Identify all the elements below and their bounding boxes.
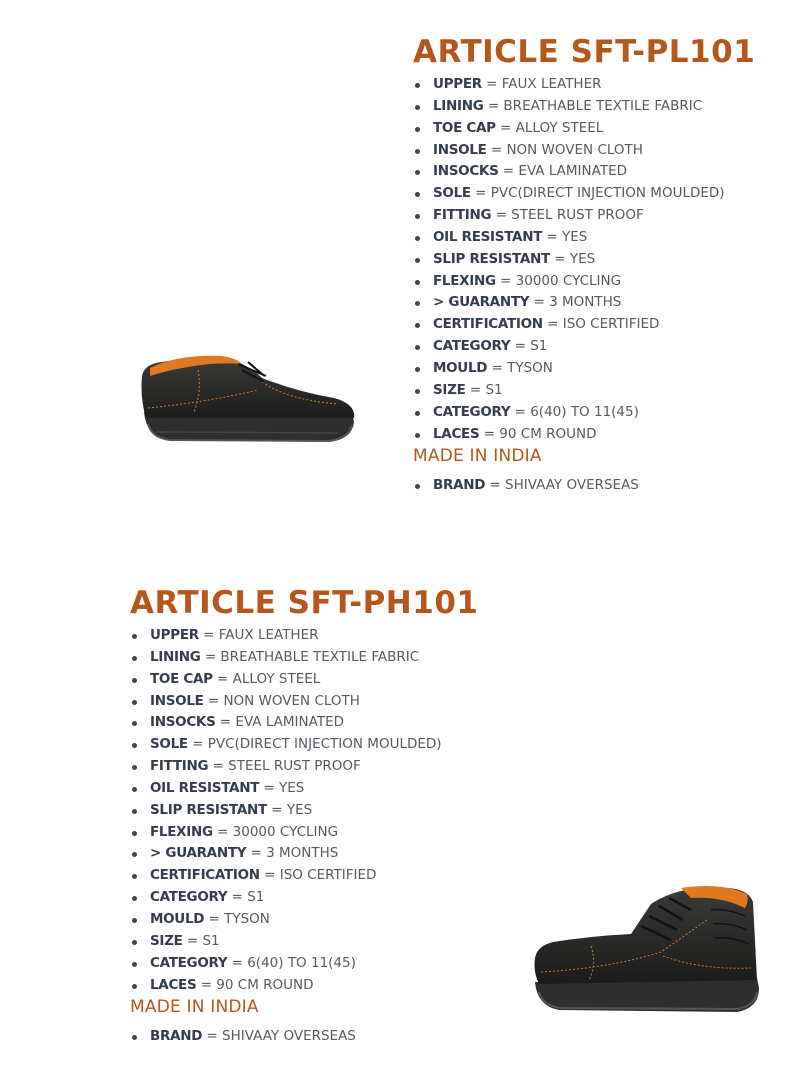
spec-value: = YES [266, 801, 313, 818]
spec-key: SLIP RESISTANT [150, 801, 267, 818]
spec-item [130, 691, 478, 713]
made-in-label: MADE IN INDIA [413, 446, 542, 467]
spec-item [130, 625, 478, 647]
spec-value: = ISO CERTIFIED [542, 316, 660, 333]
spec-value: = FAUX LEATHER [481, 76, 602, 92]
spec-key: SLIP RESISTANT [433, 250, 550, 267]
spec-item-brand [413, 475, 755, 497]
spec-value: = YES [542, 228, 588, 245]
spec-key: CATEGORY [150, 954, 228, 971]
spec-value: = 90 CM ROUND [479, 425, 597, 442]
spec-value: = S1 [227, 889, 265, 906]
spec-value: = TYSON [204, 910, 270, 927]
spec-value: = PVC(DIRECT INJECTION MOULDED) [470, 185, 725, 202]
spec-value: = YES [549, 250, 596, 267]
spec-item [130, 800, 478, 822]
article-section-pl101 [413, 34, 755, 497]
spec-item [413, 314, 755, 336]
spec-item [130, 909, 478, 931]
spec-value: = YES [259, 779, 305, 796]
spec-key: FLEXING [150, 823, 213, 840]
spec-value: = ISO CERTIFIED [259, 867, 377, 884]
spec-value: = NON WOVEN CLOTH [203, 692, 360, 709]
spec-item [413, 249, 755, 271]
spec-item [130, 865, 478, 887]
spec-key: UPPER [150, 627, 199, 643]
spec-item [413, 424, 755, 446]
brand-list [413, 475, 755, 497]
spec-key: INSOCKS [150, 714, 216, 731]
spec-item [413, 205, 755, 227]
spec-value: = SHIVAAY OVERSEAS [202, 1028, 356, 1045]
spec-key: CATEGORY [433, 403, 511, 420]
high-ankle-safety-boot-image [531, 880, 763, 1016]
spec-item [130, 669, 478, 691]
spec-item [413, 227, 755, 249]
spec-key: OIL RESISTANT [150, 779, 260, 796]
spec-value: = ALLOY STEEL [495, 119, 604, 136]
spec-key: BRAND [433, 477, 486, 494]
spec-value: = FAUX LEATHER [198, 627, 319, 643]
spec-item [130, 931, 478, 953]
spec-key: LINING [150, 648, 201, 665]
spec-item [413, 74, 755, 96]
spec-key: MOULD [433, 359, 488, 376]
spec-key: LACES [433, 425, 480, 442]
spec-key: SIZE [433, 381, 466, 398]
spec-key: CERTIFICATION [150, 867, 260, 884]
spec-key: FLEXING [433, 272, 496, 289]
spec-key: CATEGORY [150, 889, 228, 906]
spec-value: = S1 [182, 932, 220, 949]
article-title: ARTICLE SFT-PL101 [413, 34, 756, 70]
spec-value: = BREATHABLE TEXTILE FABRIC [200, 648, 420, 665]
spec-key: INSOLE [150, 692, 204, 709]
spec-item [413, 402, 755, 424]
spec-key: OIL RESISTANT [433, 228, 543, 245]
spec-value: = 30000 CYCLING [495, 272, 622, 289]
spec-item [413, 161, 755, 183]
spec-item [130, 712, 478, 734]
spec-key: CERTIFICATION [433, 316, 543, 333]
spec-item [130, 975, 478, 997]
spec-key: FITTING [150, 758, 209, 775]
spec-key: > GUARANTY [433, 294, 530, 311]
spec-value: = 6(40) TO 11(45) [227, 954, 356, 971]
spec-key: INSOCKS [433, 163, 499, 180]
spec-value: = TYSON [487, 359, 553, 376]
spec-item-brand [130, 1026, 478, 1048]
spec-value: = ALLOY STEEL [212, 670, 321, 687]
spec-key: TOE CAP [433, 119, 496, 136]
spec-value: = 3 MONTHS [246, 845, 339, 862]
article-title: ARTICLE SFT-PH101 [130, 585, 479, 621]
spec-key: CATEGORY [433, 338, 511, 355]
spec-key: SOLE [150, 736, 188, 753]
spec-list [413, 74, 755, 445]
spec-value: = EVA LAMINATED [215, 714, 344, 731]
spec-key: SOLE [433, 185, 471, 202]
spec-key: > GUARANTY [150, 845, 247, 862]
spec-key: LACES [150, 976, 197, 993]
spec-key: FITTING [433, 207, 492, 224]
spec-item [130, 822, 478, 844]
spec-value: = S1 [465, 381, 503, 398]
spec-item [130, 734, 478, 756]
spec-item [130, 953, 478, 975]
spec-value: = SHIVAAY OVERSEAS [485, 477, 639, 494]
spec-value: = 90 CM ROUND [196, 976, 314, 993]
low-cut-safety-shoe-image [138, 346, 360, 450]
spec-item [413, 292, 755, 314]
spec-key: LINING [433, 97, 484, 114]
spec-key: TOE CAP [150, 670, 213, 687]
spec-item [130, 778, 478, 800]
spec-item [413, 183, 755, 205]
spec-value: = NON WOVEN CLOTH [486, 141, 643, 158]
article-section-ph101 [130, 585, 478, 1048]
spec-value: = 6(40) TO 11(45) [510, 403, 639, 420]
spec-value: = 3 MONTHS [529, 294, 622, 311]
spec-key: BRAND [150, 1028, 203, 1045]
spec-list [130, 625, 478, 996]
made-in-label: MADE IN INDIA [130, 997, 259, 1018]
spec-item [413, 380, 755, 402]
spec-item [130, 887, 478, 909]
spec-value: = BREATHABLE TEXTILE FABRIC [483, 97, 703, 114]
spec-key: UPPER [433, 76, 482, 92]
spec-item [413, 96, 755, 118]
spec-value: = STEEL RUST PROOF [491, 207, 644, 224]
spec-value: = PVC(DIRECT INJECTION MOULDED) [187, 736, 442, 753]
spec-item [413, 336, 755, 358]
brand-list [130, 1026, 478, 1048]
spec-item [413, 358, 755, 380]
spec-value: = 30000 CYCLING [212, 823, 339, 840]
spec-value: = STEEL RUST PROOF [208, 758, 361, 775]
spec-item [130, 756, 478, 778]
spec-key: INSOLE [433, 141, 487, 158]
spec-key: MOULD [150, 910, 205, 927]
spec-item [413, 118, 755, 140]
spec-item [413, 271, 755, 293]
spec-item [130, 647, 478, 669]
spec-value: = EVA LAMINATED [498, 163, 627, 180]
spec-item [130, 843, 478, 865]
spec-value: = S1 [510, 338, 548, 355]
spec-item [413, 140, 755, 162]
spec-key: SIZE [150, 932, 183, 949]
